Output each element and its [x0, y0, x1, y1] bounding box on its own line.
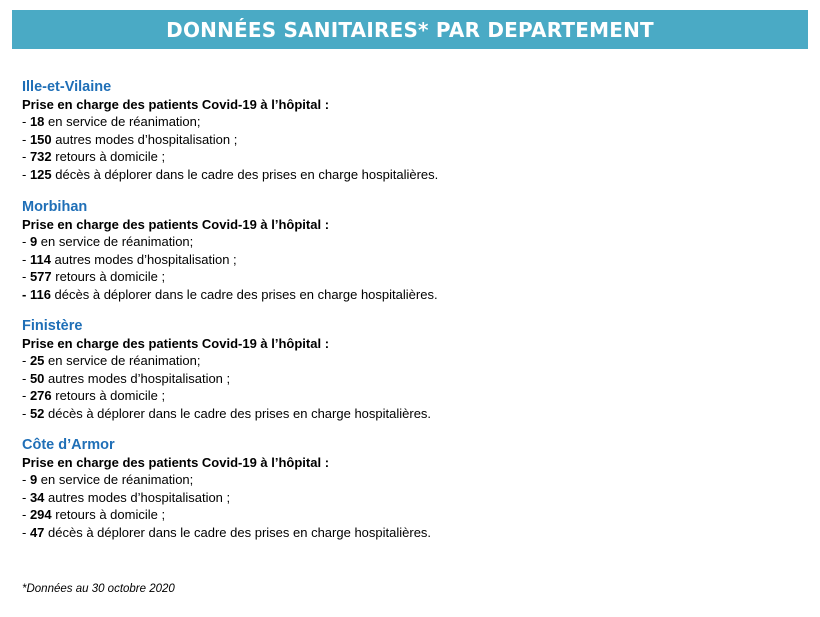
list-item — [22, 148, 782, 166]
section-subtitle: Prise en charge des patients Covid-19 à l’hôpital : — [22, 217, 330, 232]
list-item — [22, 370, 782, 388]
list-item — [22, 286, 782, 304]
stat-text: autres modes d’hospitalisation ; — [50, 251, 237, 267]
list-dash: - — [22, 234, 30, 249]
list-dash: - — [22, 166, 30, 182]
section-subtitle: Prise en charge des patients Covid-19 à l’hôpital : — [22, 97, 330, 112]
list-dash: - — [22, 370, 30, 386]
list-dash: - — [22, 131, 30, 147]
list-dash: - — [22, 269, 30, 284]
stat-text: décès à déplorer dans le cadre des prises en charge hospitalières. — [51, 166, 439, 182]
page-title: DONNÉES SANITAIRES* PAR DEPARTEMENT — [166, 17, 654, 42]
list-item — [22, 506, 782, 524]
stat-text: retours à domicile ; — [51, 507, 166, 522]
stat-number: 114 — [29, 251, 51, 267]
list-item — [22, 471, 782, 489]
stat-number: 125 — [29, 166, 52, 182]
stat-number: 577 — [29, 269, 52, 284]
stat-text: décès à déplorer dans le cadre des prises en charge hospitalières. — [44, 405, 432, 421]
department-section-ille-et-vilaine — [22, 78, 782, 183]
list-dash: - — [22, 405, 30, 421]
department-section-morbihan — [22, 198, 782, 303]
section-subtitle: Prise en charge des patients Covid-19 à l’hôpital : — [22, 336, 330, 351]
department-heading: Morbihan — [22, 199, 88, 215]
stat-number: 18 — [29, 114, 45, 129]
footnote: *Données au 30 octobre 2020 — [22, 583, 175, 595]
list-item — [22, 405, 782, 423]
stat-number: 276 — [29, 388, 52, 403]
stat-text: autres modes d’hospitalisation ; — [44, 489, 231, 505]
list-item — [22, 251, 782, 269]
list-item — [22, 233, 782, 251]
list-dash: - — [22, 489, 30, 505]
stat-number: 294 — [29, 507, 52, 522]
stat-number: 116 — [29, 286, 51, 302]
list-dash: - — [22, 149, 30, 164]
list-item — [22, 113, 782, 131]
department-section-finistere — [22, 317, 782, 422]
stat-text: décès à déplorer dans le cadre des prises en charge hospitalières. — [50, 286, 438, 302]
stat-text: en service de réanimation; — [44, 114, 201, 129]
department-heading: Côte d’Armor — [22, 437, 115, 453]
list-dash: - — [22, 251, 30, 267]
stat-number: 47 — [29, 524, 45, 540]
stat-number: 732 — [29, 149, 52, 164]
stat-number: 9 — [29, 472, 38, 487]
stat-text: en service de réanimation; — [44, 353, 201, 368]
list-item — [22, 489, 782, 507]
stat-text: retours à domicile ; — [51, 388, 166, 403]
stat-text: autres modes d’hospitalisation ; — [51, 131, 238, 147]
list-dash: - — [22, 524, 30, 540]
department-section-cote-d-armor — [22, 436, 782, 541]
list-item — [22, 352, 782, 370]
stat-number: 150 — [29, 131, 52, 147]
list-item — [22, 268, 782, 286]
stat-text: en service de réanimation; — [37, 234, 194, 249]
department-heading: Finistère — [22, 318, 83, 334]
stat-text: en service de réanimation; — [37, 472, 194, 487]
section-subtitle: Prise en charge des patients Covid-19 à l’hôpital : — [22, 455, 330, 470]
stat-number: 52 — [29, 405, 45, 421]
list-dash: - — [22, 286, 30, 302]
list-dash: - — [22, 507, 30, 522]
stat-number: 50 — [29, 370, 45, 386]
list-item — [22, 166, 782, 184]
list-dash: - — [22, 472, 30, 487]
stat-text: retours à domicile ; — [51, 149, 166, 164]
stat-number: 25 — [29, 353, 45, 368]
department-heading: Ille-et-Vilaine — [22, 79, 112, 95]
list-dash: - — [22, 353, 30, 368]
list-item — [22, 131, 782, 149]
stat-text: autres modes d’hospitalisation ; — [44, 370, 231, 386]
list-item — [22, 387, 782, 405]
list-dash: - — [22, 388, 30, 403]
list-dash: - — [22, 114, 30, 129]
stat-text: retours à domicile ; — [51, 269, 166, 284]
stat-number: 34 — [29, 489, 45, 505]
list-item — [22, 524, 782, 542]
title-banner — [12, 10, 808, 49]
stat-number: 9 — [29, 234, 38, 249]
stat-text: décès à déplorer dans le cadre des prises en charge hospitalières. — [44, 524, 432, 540]
